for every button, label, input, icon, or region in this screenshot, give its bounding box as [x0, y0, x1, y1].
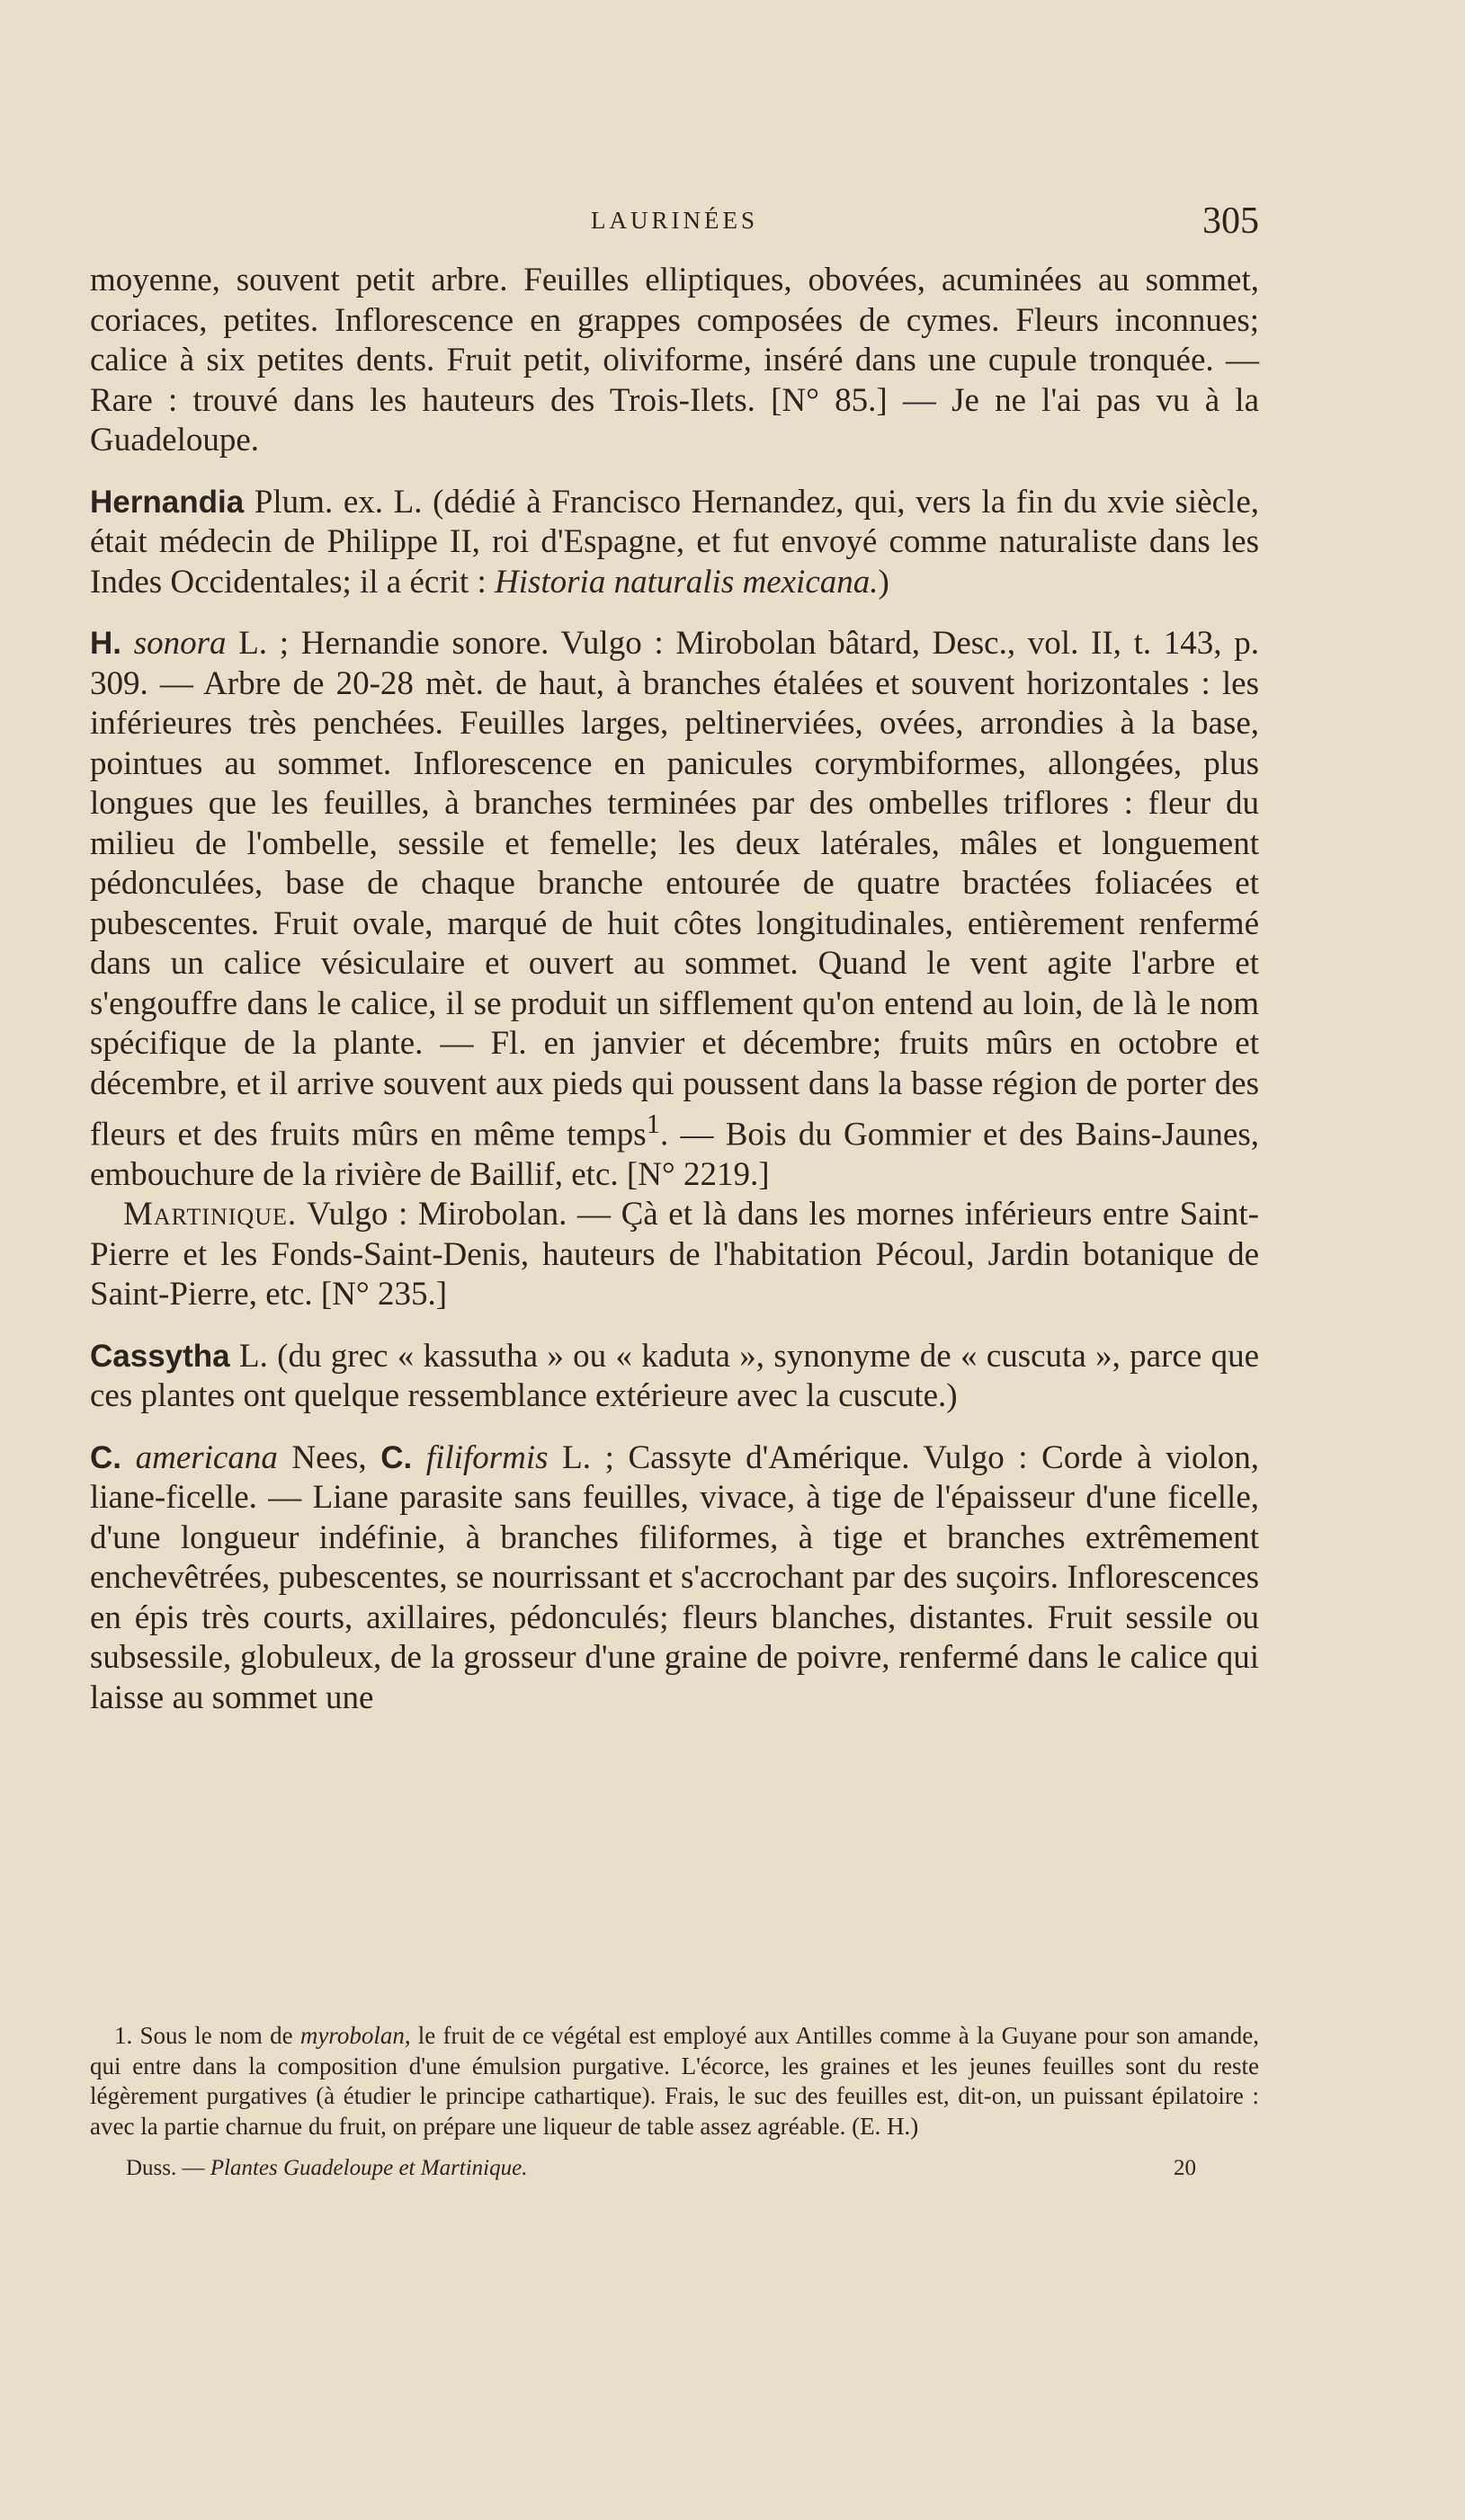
paragraph-h-sonora: [90, 624, 1259, 1195]
footnote-text: , le fruit de ce végétal est employé aux Antilles comme à la Guyane pour son amande, qui entre dans la composition d'une émulsion purgative. L'écorce, les graines et les jeunes feuilles sont du reste légèrement purgatives (à étudier le principe cathartique). Frais, le suc des feuilles est, dit-on, un puissant épilatoire : avec la partie charnue du fruit, on prépare une liqueur de table assez agréable. (E. H.): [90, 2022, 1259, 2140]
region-label: Martinique.: [123, 1196, 298, 1233]
paragraph-text: L. (du grec « kassutha » ou « kaduta », synonyme de « cuscuta », parce que ces plantes ont quelque ressemblance extérieure avec la cuscute.): [90, 1337, 1259, 1415]
genus-name: Cassytha: [90, 1338, 230, 1374]
page-footer: [126, 2156, 1196, 2181]
signature-mark: 20: [1174, 2156, 1196, 2180]
paragraph-cassytha: [90, 1337, 1259, 1417]
running-title: LAURINÉES: [591, 207, 758, 234]
paragraph-text: L. ; Hernandie sonore. Vulgo : Mirobolan bâtard, Desc., vol. II, t. 143, p. 309. — Arbre de 20-28 mèt. de haut, à branches étalées et souvent horizontales : les inférieures très penchées. Feuilles larges, peltinerviées, ovées, arrondies à la base, pointues au sommet. Inflorescence en panicules corymbiformes, allongées, plus longues que les feuilles, à branches terminées par des ombelles triflores : fleur du milieu de l'ombelle, sessile et femelle; les deux latérales, mâles et longuement pédonculées, base de chaque branche entourée de quatre bractées foliacées et pubescentes. Fruit ovale, marqué de huit côtes longitudinales, entièrement renfermé dans un calice vésiculaire et ouvert au sommet. Quand le vent agite l'arbre et s'engouffre dans le calice, il se produit un sifflement qu'on entend au loin, de là le nom spécifique de la plante. — Fl. en janvier et décembre; fruits mûrs en octobre et décembre, et il arrive souvent aux pieds qui poussent dans la basse région de porter des fleurs et des fruits mûrs en même temps: [90, 625, 1259, 1153]
footnote-number: 1.: [114, 2022, 133, 2049]
paragraph-text: . — Bois du Gommier et des Bains-Jaunes, embouchure de la rivière de Baillif, etc. [N° 2219.]: [90, 1116, 1259, 1193]
paragraph-martinique: [90, 1195, 1259, 1315]
paragraph-text: moyenne, souvent petit arbre. Feuilles elliptiques, obovées, acuminées au sommet, coriaces, petites. Inflorescence en grappes composées de cymes. Fleurs inconnues; calice à six petites dents. Fruit petit, oliviforme, inséré dans une cupule tronquée. — Rare : trouvé dans les hauteurs des Trois-Ilets. [N° 85.] — Je ne l'ai pas vu à la Guadeloupe.: [90, 262, 1259, 459]
footnote-term: myrobolan: [299, 2022, 405, 2049]
paragraph-text: ): [878, 563, 889, 601]
footnote: [90, 2021, 1259, 2142]
footnote-text: Sous le nom de: [132, 2022, 300, 2049]
paragraph-text: L. ; Cassyte d'Amérique. Vulgo : Corde à violon, liane-ficelle. — Liane parasite sans feuilles, vivace, à tige de l'épaisseur d'une ficelle, d'une longueur indéfinie, à branches filiformes, à tige et branches extrêmement enchevêtrées, pubescentes, se nourrissant et s'accrochant par des suçoirs. Inflorescences en épis très courts, axillaires, pédonculés; fleurs blanches, distantes. Fruit sessile ou subsessile, globuleux, de la grosseur d'une graine de poivre, renfermé dans le calice qui laisse au sommet une: [90, 1438, 1260, 1716]
footer-author: Duss. —: [126, 2156, 210, 2180]
genus-abbrev: C.: [380, 1439, 413, 1475]
genus-name: Hernandia: [90, 484, 245, 520]
body-text: [90, 261, 1259, 1718]
paragraph-c-americana: [90, 1438, 1259, 1719]
genus-abbrev: C.: [90, 1439, 121, 1475]
paragraph-text: Nees,: [277, 1438, 381, 1476]
paragraph-text: Plum. ex. L. (dédié à Francisco Hernandez, qui, vers la fin du xvie siècle, était médecin de Philippe II, roi d'Espagne, et fut envoyé comme naturaliste dans les Indes Occidentales; il a écrit :: [90, 483, 1259, 601]
book-title: Historia naturalis mexicana.: [494, 563, 879, 601]
page-header: [90, 200, 1259, 245]
page-number: 305: [1202, 200, 1259, 242]
paragraph-continuation: [90, 261, 1259, 461]
paragraph-hernandia: [90, 483, 1259, 603]
paragraph-text: Vulgo : Mirobolan. — Çà et là dans les mornes inférieurs entre Saint-Pierre et les Fonds-Saint-Denis, hauteurs de l'habitation Pécoul, Jardin botanique de Saint-Pierre, etc. [N° 235.]: [90, 1196, 1259, 1313]
species-name: filiformis: [425, 1438, 549, 1476]
genus-abbrev: H.: [90, 626, 121, 661]
species-name: americana: [135, 1438, 278, 1476]
footer-title: Plantes Guadeloupe et Martinique.: [210, 2156, 528, 2180]
footnotes: [90, 2021, 1259, 2142]
species-name: sonora: [133, 625, 227, 662]
footnote-ref[interactable]: 1: [646, 1109, 661, 1139]
